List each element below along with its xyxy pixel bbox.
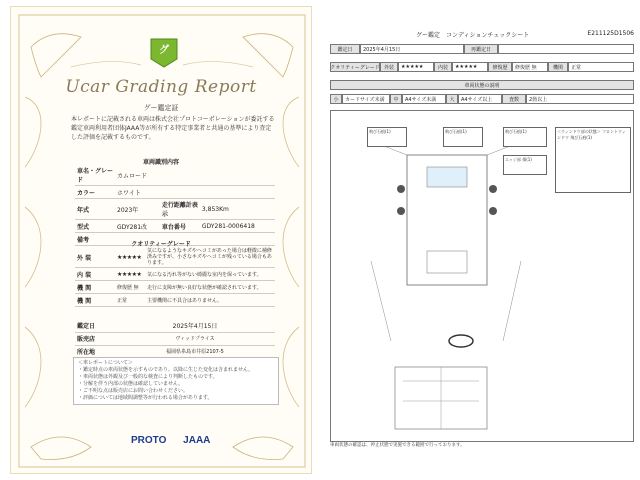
proto-logo: PROTO <box>131 435 167 446</box>
table-row <box>75 281 275 294</box>
label: 型式 <box>75 220 115 233</box>
grade-row <box>330 62 634 72</box>
note-line: ・評価については地域間調整等が行われる場合があります。 <box>78 395 213 401</box>
note-line: ・鑑定時点の車両状態を示すものであり、以降に生じた変化は含まれません。 <box>78 367 254 373</box>
intro-text: 本レポートに記載される車両は株式会社プロトコーポレーションが委託する鑑定車両利用者団体JAAA等が所有する特定事業者と共通の基準により査定した評価を記載するものです。 <box>71 116 275 141</box>
rating-stars: ★★★★★ <box>452 62 488 72</box>
grading-certificate <box>10 6 312 474</box>
quality-section-title: クオリティーグレード <box>131 241 191 248</box>
notes-title: ＜車レポートについて＞ <box>78 360 133 366</box>
label: 修復歴 <box>488 62 512 72</box>
value: 2023年 <box>115 199 160 220</box>
vehicle-section-title: 車両識別内容 <box>142 159 179 166</box>
value: A4サイズ未満 <box>402 94 446 104</box>
damage-box: 飛び石痕(1) <box>443 127 483 147</box>
value: カムロード <box>115 165 275 186</box>
label: 外 装 <box>75 247 115 268</box>
sheet-header <box>320 28 634 40</box>
sheet-footnote: 車両状態の確認は、停止状態で実施できる範囲で行っております。 <box>330 443 465 448</box>
value: 気になるようなキズやヘコミがあった場合は軽微に補修済みですが、小さなキズやヘコミが残っている場合もあります。 <box>145 247 275 268</box>
label: 鑑定日 <box>330 44 360 54</box>
goo-kantei-badge <box>149 37 179 69</box>
note-line: ・分解を伴う内部の状態は確認していません。 <box>78 381 184 387</box>
label: 車名・グレード <box>75 165 115 186</box>
label: 備考 <box>75 233 115 246</box>
logos <box>131 435 224 446</box>
table-row <box>75 199 275 220</box>
report-title: Ucar Grading Report <box>65 77 257 97</box>
table-row <box>75 220 275 233</box>
vehicle-diagram <box>330 110 634 442</box>
damage-box: 飛び石痕(1) <box>367 127 407 147</box>
value: 2025年4月15日 <box>115 319 275 332</box>
value: 修復歴 無 <box>115 281 145 294</box>
label: カラー <box>75 186 115 199</box>
value: A4サイズ以上 <box>458 94 502 104</box>
value: カードサイズ未満 <box>342 94 390 104</box>
table-row <box>75 332 275 345</box>
label: クオリティーグレード <box>330 62 380 72</box>
value: 気になる汚れ等がない綺麗な室内を保っています。 <box>145 268 275 281</box>
value: 3,853Km <box>200 199 275 220</box>
table-row <box>75 165 275 186</box>
table-row <box>75 268 275 281</box>
rating-stars: ★★★★★ <box>115 247 145 268</box>
sheet-title: グー鑑定 コンディションチェックシート <box>416 32 530 39</box>
scale-row <box>330 94 634 104</box>
label: 走行距離計表示 <box>160 199 200 220</box>
label: 内 装 <box>75 268 115 281</box>
label: 機関 <box>548 62 568 72</box>
value: 2025年4月15日 <box>360 44 464 54</box>
state-title-row <box>330 80 634 90</box>
vehicle-table <box>75 165 275 246</box>
value: 正常 <box>568 62 634 72</box>
label: 機 関 <box>75 294 115 307</box>
section-title: 車両状態の説明 <box>330 80 634 90</box>
svg-text:グ: グ <box>159 45 169 56</box>
date-row <box>330 44 634 54</box>
label: 内装 <box>434 62 452 72</box>
label: 中 <box>390 94 402 104</box>
quality-table <box>75 247 275 307</box>
value: ヴィッドプライス <box>115 332 275 345</box>
value: ホワイト <box>115 186 275 199</box>
label: 小 <box>330 94 342 104</box>
label: 外装 <box>380 62 398 72</box>
label: 大 <box>446 94 458 104</box>
table-row <box>75 186 275 199</box>
label: 再鑑定日 <box>464 44 498 54</box>
label: 機 関 <box>75 281 115 294</box>
table-row <box>75 294 275 307</box>
condition-check-sheet <box>320 28 634 452</box>
table-row <box>75 247 275 268</box>
label: 鑑定日 <box>75 319 115 332</box>
value: 正常 <box>115 294 145 307</box>
label: 査数 <box>502 94 526 104</box>
value: 2箇以上 <box>526 94 634 104</box>
value: GDY281改 <box>115 220 160 233</box>
label: 販売店 <box>75 332 115 345</box>
rating-stars: ★★★★★ <box>115 268 145 281</box>
label: 所在地 <box>75 345 115 358</box>
value: 主要機関に不具合はありません。 <box>145 294 275 307</box>
certificate-subtitle: グー鑑定証 <box>143 104 179 112</box>
sheet-code: E211125D1506 <box>587 30 634 37</box>
report-notes <box>73 357 279 405</box>
value: 修復歴 無 <box>512 62 548 72</box>
value: 走行に支障が無い良好な状態が確認されています。 <box>145 281 275 294</box>
rating-stars: ★★★★★ <box>398 62 434 72</box>
damage-box: エッジ部 傷(1) <box>503 155 547 175</box>
label: 年式 <box>75 199 115 220</box>
table-row <box>75 319 275 332</box>
appraisal-table <box>75 319 275 359</box>
value: GDY281-0006418 <box>200 220 275 233</box>
jaaa-logo: JAAA <box>183 435 211 446</box>
damage-box: 飛び石痕(1) <box>503 127 547 147</box>
value: 福岡県糸島市井原2107-5 <box>115 345 275 358</box>
note-line: ・ご不明な点は販売店にお問い合わせください。 <box>78 388 189 394</box>
window-condition-box: ＜ウィンドウ部の状態＞ フロントウィンドウ 飛び石痕(1) <box>555 127 631 193</box>
note-line: ・車両状態は外観及び一般的な検査により判断したものです。 <box>78 374 218 380</box>
value <box>498 44 634 54</box>
label: 車台番号 <box>160 220 200 233</box>
